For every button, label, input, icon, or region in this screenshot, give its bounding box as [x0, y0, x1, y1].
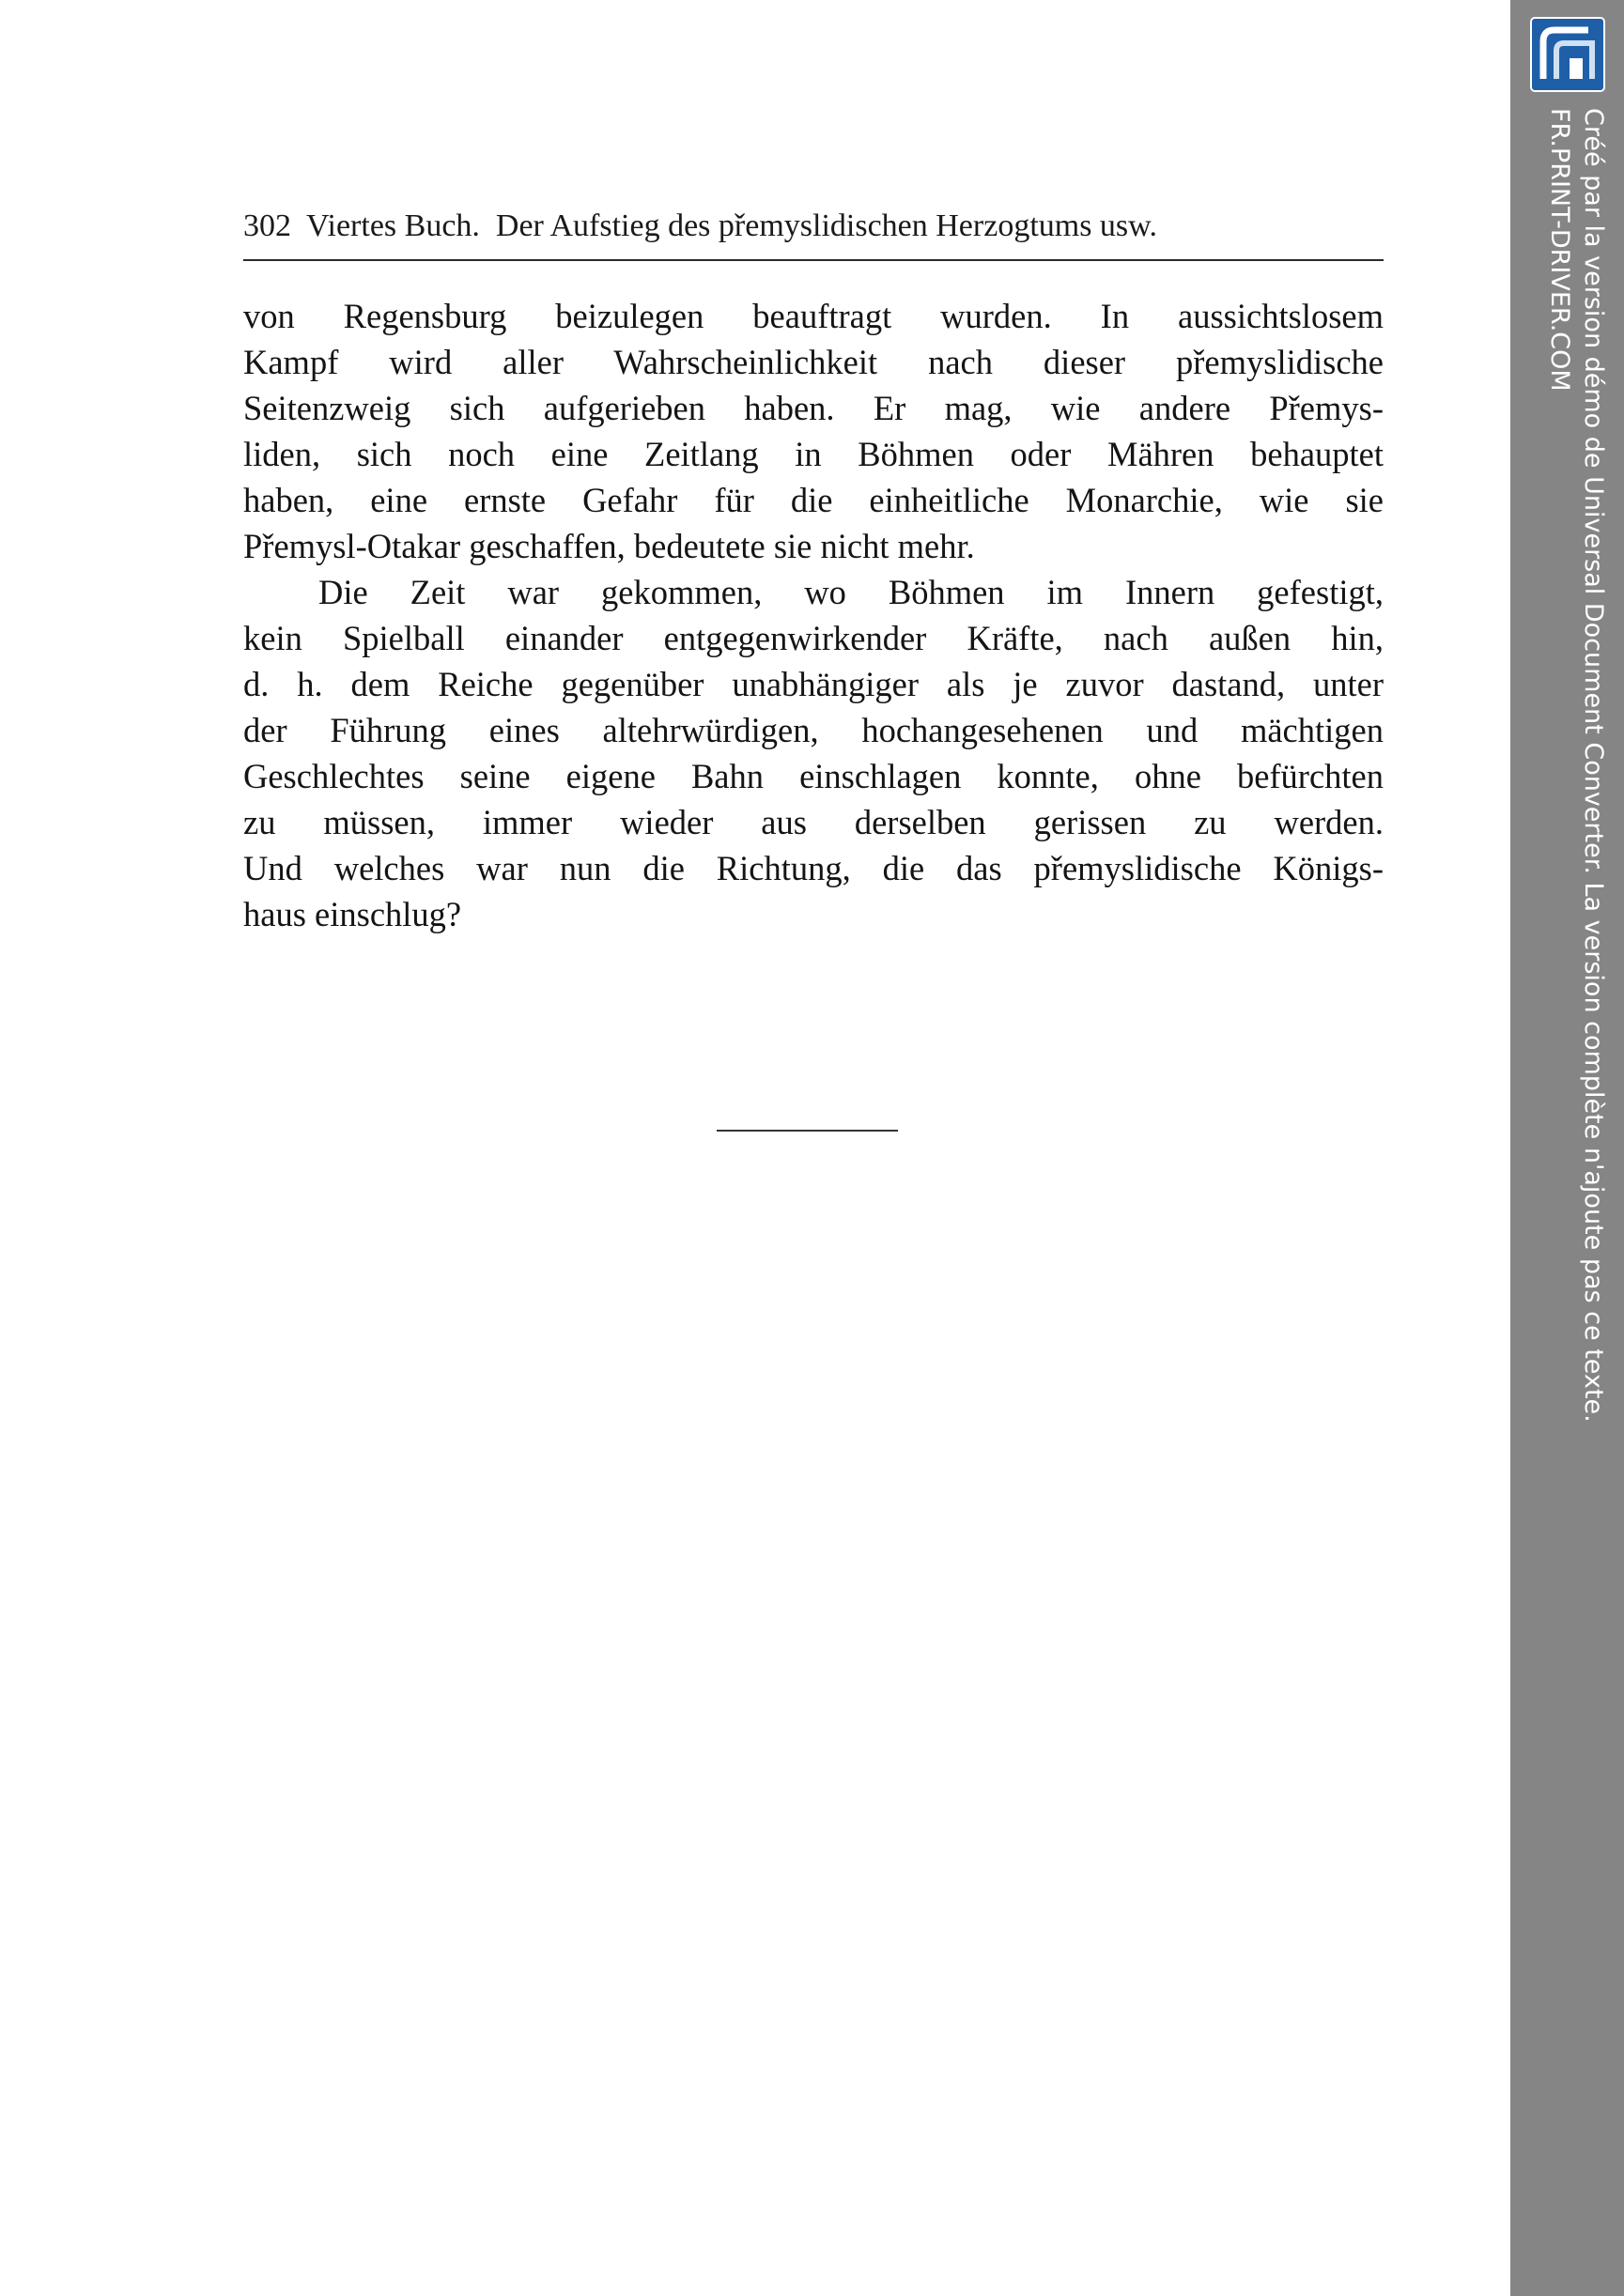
running-head	[243, 208, 1384, 257]
text-line: von Regensburg beizulegen beauftragt wurden. In aussichtslosem	[243, 297, 1384, 335]
watermark-line-1: Créé par la version démo de Universal Document Converter. La version complète n'ajoute pas ce texte.	[1579, 108, 1608, 1423]
text-line: Geschlechtes seine eigene Bahn einschlagen konnte, ohne befürchten	[243, 757, 1384, 795]
section-end-rule	[717, 1130, 898, 1132]
text-line: der Führung eines altehrwürdigen, hochangesehenen und mächtigen	[243, 711, 1384, 749]
text-line: kein Spielball einander entgegenwirkender Kräfte, nach außen hin,	[243, 619, 1384, 657]
header-rule	[243, 259, 1384, 261]
text-line: Kampf wird aller Wahrscheinlichkeit nach dieser přemyslidische	[243, 343, 1384, 381]
body-text	[243, 293, 1384, 937]
text-line: Seitenzweig sich aufgerieben haben. Er mag, wie andere Přemys-	[243, 389, 1384, 427]
text-line: liden, sich noch eine Zeitlang in Böhmen oder Mähren behauptet	[243, 435, 1384, 473]
text-line: d. h. dem Reiche gegenüber unabhängiger als je zuvor dastand, unter	[243, 665, 1384, 703]
text-line: Und welches war nun die Richtung, die das přemyslidische Königs-	[243, 849, 1384, 887]
text-line: haus einschlug?	[243, 895, 462, 933]
watermark-line-2[interactable]: FR.PRINT-DRIVER.COM	[1545, 108, 1574, 392]
udc-logo-icon[interactable]	[1530, 17, 1605, 92]
text-line: zu müssen, immer wieder aus derselben gerissen zu werden.	[243, 803, 1384, 841]
page-number: 302	[243, 208, 291, 243]
text-line: haben, eine ernste Gefahr für die einheitliche Monarchie, wie sie	[243, 481, 1384, 519]
text-line: Přemysl-Otakar geschaffen, bedeutete sie nicht mehr.	[243, 527, 975, 565]
running-title: Viertes Buch. Der Aufstieg des přemyslidischen Herzogtums usw.	[306, 208, 1158, 243]
watermark-text	[1527, 108, 1610, 1423]
text-line: Die Zeit war gekommen, wo Böhmen im Innern gefestigt,	[318, 573, 1384, 611]
